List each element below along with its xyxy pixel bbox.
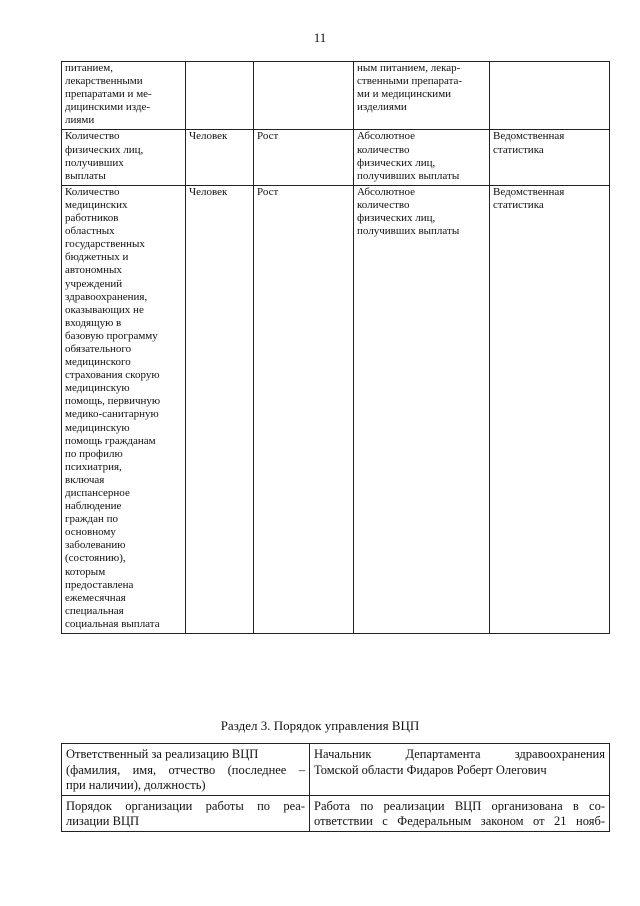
cell-text-line: помощь гражданам (65, 434, 156, 447)
table-row (62, 795, 610, 831)
cell-text-line: специальная (65, 604, 124, 617)
unit-cell (186, 185, 254, 633)
cell-text-line: Ведомственная (493, 130, 565, 143)
cell-text-line: статистика (493, 143, 544, 156)
calculation-method-cell (354, 62, 490, 130)
cell-text-line: предоставлена (65, 578, 134, 591)
table-row (62, 62, 610, 130)
indicator-name-cell (62, 185, 186, 633)
cell-text-line: ответствии с Федеральным законом от 21 нояб- (314, 814, 605, 828)
cell-text-line: ми и медицинскими (357, 88, 452, 101)
page-number: 11 (313, 30, 327, 45)
cell-text-line: Человек (189, 130, 228, 143)
cell-text-line: областных (65, 225, 115, 238)
cell-text-line: питанием, (65, 62, 113, 74)
cell-text-line: физических лиц, (357, 212, 436, 225)
unit-cell (186, 62, 254, 130)
cell-text-line: ственными препарата- (357, 75, 463, 88)
cell-text-line: диспансерное (65, 487, 130, 499)
cell-text-line: наблюдение (65, 500, 122, 513)
trend-cell (254, 62, 354, 130)
cell-text-line: Томской области Фидаров Роберт Олегович (314, 762, 547, 777)
cell-text-line: государственных (65, 238, 145, 251)
cell-text-line: препаратами и ме- (65, 88, 152, 101)
unit-cell (186, 130, 254, 185)
cell-text-line: изделиями (357, 101, 407, 114)
section-title: Раздел 3. Порядок управления ВЦП (220, 718, 420, 733)
cell-text-line: Ведомственная (493, 185, 565, 198)
cell-text-line: обязательного (65, 342, 132, 355)
cell-text-line: лекарственными (65, 75, 143, 88)
indicator-name-cell (62, 130, 186, 185)
cell-text-line: количество (357, 198, 410, 211)
cell-text-line: входящую в (65, 316, 122, 329)
cell-text-line: Рост (257, 185, 279, 198)
table-row (62, 744, 610, 796)
source-cell (490, 130, 610, 185)
cell-text-line: получивших (65, 156, 124, 169)
cell-text-line: учреждений (65, 277, 123, 290)
management-table (61, 743, 610, 832)
cell-text-line: медицинскую (65, 382, 130, 395)
cell-text-line: получивших выплаты (357, 225, 460, 238)
parameter-value-cell (310, 744, 610, 796)
cell-text-line: ным питанием, лекар- (357, 62, 461, 74)
cell-text-line: Человек (189, 185, 228, 198)
cell-text-line: страхования скорую (65, 369, 160, 382)
cell-text-line: Ответственный за реализацию ВЦП (66, 747, 259, 761)
cell-text-line: здравоохранения, (65, 290, 148, 303)
parameter-name-cell (62, 744, 310, 796)
cell-text-line: Работа по реализации ВЦП организована в со- (314, 798, 605, 813)
cell-text-line: получивших выплаты (357, 169, 460, 182)
cell-text-line: Порядок организации работы по реа- (66, 798, 305, 813)
cell-text-line: по профилю (65, 447, 123, 460)
cell-text-line: Абсолютное (357, 130, 415, 143)
cell-text-line: лизации ВЦП (66, 814, 139, 828)
parameter-value-cell (310, 795, 610, 831)
cell-text-line: лиями (65, 114, 95, 127)
table-row (62, 185, 610, 633)
cell-text-line: физических лиц, (357, 156, 436, 169)
cell-text-line: количество (357, 143, 410, 156)
cell-text-line: Рост (257, 130, 279, 143)
cell-text-line: Абсолютное (357, 185, 415, 198)
parameter-name-cell (62, 795, 310, 831)
cell-text-line: бюджетных и (65, 251, 129, 264)
cell-text-line: Количество (65, 130, 120, 143)
cell-text-line: Количество (65, 185, 120, 198)
cell-text-line: которым (65, 565, 106, 578)
cell-text-line: (фамилия, имя, отчество (последнее – (66, 762, 305, 777)
table-row (62, 130, 610, 185)
cell-text-line: заболеванию (65, 539, 126, 552)
source-cell (490, 62, 610, 130)
cell-text-line: Начальник Департамента здравоохранения (314, 747, 605, 761)
cell-text-line: автономных (65, 264, 122, 277)
indicator-name-cell (62, 62, 186, 130)
cell-text-line: дицинскими изде- (65, 101, 151, 114)
trend-cell (254, 130, 354, 185)
cell-text-line: медико-санитарную (65, 408, 159, 421)
cell-text-line: базовую программу (65, 329, 158, 342)
cell-text-line: выплаты (65, 169, 106, 182)
cell-text-line: медицинского (65, 356, 131, 369)
cell-text-line: статистика (493, 198, 544, 211)
indicators-table (61, 61, 610, 634)
cell-text-line: (состоянию), (65, 552, 126, 565)
cell-text-line: психиатрия, (65, 460, 122, 473)
source-cell (490, 185, 610, 633)
trend-cell (254, 185, 354, 633)
cell-text-line: социальная выплата (65, 617, 160, 630)
calculation-method-cell (354, 130, 490, 185)
cell-text-line: медицинскую (65, 421, 130, 434)
cell-text-line: помощь, первичную (65, 395, 161, 408)
cell-text-line: физических лиц, (65, 143, 144, 156)
cell-text-line: при наличии), должность) (66, 778, 206, 792)
cell-text-line: медицинских (65, 198, 128, 211)
cell-text-line: граждан по (65, 513, 118, 526)
cell-text-line: включая (65, 473, 105, 486)
cell-text-line: ежемесячная (65, 591, 126, 604)
calculation-method-cell (354, 185, 490, 633)
cell-text-line: оказывающих не (65, 303, 144, 316)
cell-text-line: работников (65, 212, 119, 225)
cell-text-line: основному (65, 526, 116, 539)
